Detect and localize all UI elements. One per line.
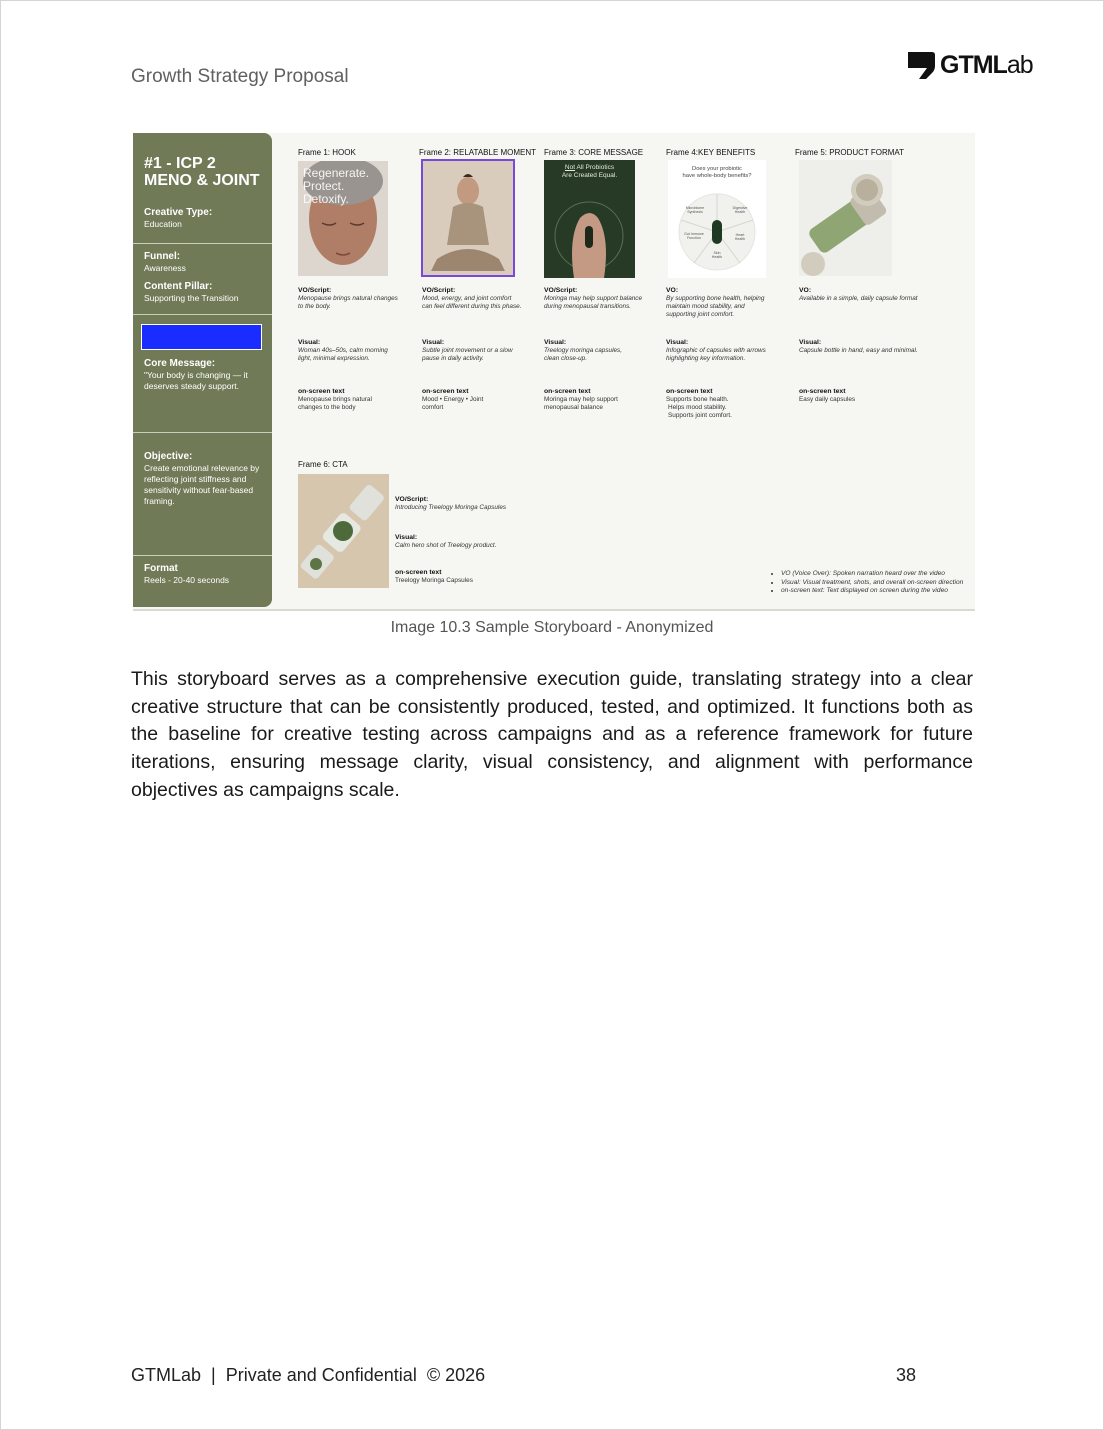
- document-title: Growth Strategy Proposal: [131, 66, 349, 87]
- frame-5-title: Frame 5: PRODUCT FORMAT: [795, 148, 905, 157]
- frame-3-title: Frame 3: CORE MESSAGE: [544, 148, 644, 157]
- frame-4-onscreen-text: on-screen text Supports bone health. Helps mood stability. Supports joint comfort.: [666, 388, 732, 419]
- storyboard-legend: [773, 570, 963, 596]
- frame-1-overlay-text: Detoxify.: [303, 192, 349, 206]
- frame-1-overlay-text: Regenerate.: [303, 166, 370, 180]
- frame-4-overlay-text: Does your probiotic: [692, 166, 742, 172]
- frame-3-vo: VO/Script: Moringa may help support balance during menopausal transitions.: [544, 287, 643, 310]
- frame-3-overlay-text: Are Created Equal.: [561, 172, 618, 179]
- frame-4-vo: VO: By supporting bone health, helping maintain mood stability, and supporting joint comfort.: [666, 287, 765, 318]
- logo-mark-icon: [906, 50, 936, 80]
- frame-2-thumbnail: [421, 159, 515, 277]
- frame-2-visual: Visual: Subtle joint movement or a slow pause in daily activity.: [422, 339, 513, 362]
- frame-1-title: Frame 1: HOOK: [298, 148, 356, 157]
- storyboard-sidebar: [133, 133, 272, 607]
- frame-5-onscreen-text: on-screen text Easy daily capsules: [799, 388, 856, 403]
- frame-2-title: Frame 2: RELATABLE MOMENT: [419, 148, 537, 157]
- logo-wordmark: GTMLab: [940, 50, 1033, 79]
- legend-item: • VO (Voice Over): Spoken narration heard over the video: [781, 570, 963, 579]
- infographic-label: Digestive Health: [732, 206, 748, 214]
- frame-1-onscreen-text: on-screen text Menopause brings natural changes to the body: [298, 388, 372, 411]
- frame-5-visual: Visual: Capsule bottle in hand, easy and minimal.: [799, 339, 918, 354]
- frame-3-thumbnail: [544, 160, 635, 278]
- sidebar-divider: [133, 555, 272, 556]
- core-message-block: Core Message: "Your body is changing — it deserves steady support.: [144, 358, 248, 391]
- frame-4-visual: Visual: Infographic of capsules with arrows highlighting key information.: [666, 339, 766, 362]
- frame-6-onscreen-text: on-screen text Treelogy Moringa Capsules: [395, 569, 473, 584]
- funnel-block: Funnel: Awareness: [144, 251, 186, 273]
- page-number: 38: [896, 1365, 917, 1385]
- frame-4-thumbnail: [668, 160, 766, 278]
- storyboard-heading: #1 - ICP 2 MENO & JOINT: [144, 155, 260, 189]
- gtmlab-logo: [906, 50, 1033, 80]
- frame-1-vo: VO/Script: Menopause brings natural changes to the body.: [298, 287, 398, 310]
- format-block: Format Reels - 20-40 seconds: [144, 563, 230, 585]
- frame-2-onscreen-text: on-screen text Mood • Energy • Joint comfort: [422, 388, 484, 411]
- frame-6-vo: VO/Script: Introducing Treelogy Moringa Capsules: [395, 496, 507, 511]
- frame-6-thumbnail: [298, 474, 389, 588]
- footer-text: GTMLab | Private and Confidential © 2026: [131, 1365, 486, 1385]
- frame-5-thumbnail: [799, 160, 892, 276]
- frame-1-overlay-text: Protect.: [303, 179, 345, 193]
- frame-4-title: Frame 4:KEY BENEFITS: [666, 148, 756, 157]
- sidebar-divider: [133, 314, 272, 315]
- frame-1-thumbnail: [298, 161, 388, 276]
- frame-5-vo: VO: Available in a simple, daily capsule format: [799, 287, 918, 302]
- frame-2-vo: VO/Script: Mood, energy, and joint comfort can feel different during this phase.: [422, 287, 522, 310]
- infographic-label: Gut Immune Function: [684, 232, 704, 240]
- body-paragraph: This storyboard serves as a comprehensive execution guide, translating strategy into a clear creative structure that can be consistently produced, tested, and optimized. It functions both as the baseline for creative testing across campaigns and as a reference framework for future iterations, ensuring message clarity, visual consistency, and alignment with performance objectives as campaigns scale.: [131, 668, 973, 801]
- creative-type-block: Creative Type: Education: [144, 207, 213, 229]
- legend-item: • Visual: Visual treatment, shots, and overall on-screen direction: [781, 579, 963, 588]
- infographic-label: Microbiome Synthesis: [685, 206, 705, 214]
- redaction-box: [141, 324, 262, 350]
- image-caption: Image 10.3 Sample Storyboard - Anonymized: [390, 619, 714, 636]
- objective-block: Objective: Create emotional relevance by reflecting joint stiffness and sensitivity without fear-based framing.: [144, 451, 260, 506]
- frame-3-visual: Visual: Treelogy moringa capsules, clean close-up.: [544, 339, 623, 362]
- infographic-label: Heart Health: [734, 233, 746, 241]
- legend-item: • on-screen text: Text displayed on screen during the video: [781, 587, 963, 596]
- sidebar-divider: [133, 432, 272, 433]
- frame-3-onscreen-text: on-screen text Moringa may help support menopausal balance: [544, 388, 618, 411]
- frame-6-title: Frame 6: CTA: [298, 460, 348, 469]
- storyboard-image: [133, 133, 975, 611]
- sidebar-divider: [133, 243, 272, 244]
- frame-4-overlay-text: have whole-body benefits?: [682, 173, 752, 179]
- content-pillar-block: Content Pillar: Supporting the Transition: [144, 281, 239, 303]
- frame-6-visual: Visual: Calm hero shot of Treelogy product.: [395, 534, 497, 549]
- frame-3-overlay-text: Not All Probiotics: [564, 164, 615, 171]
- frame-1-visual: Visual: Woman 40s–50s, calm morning light, minimal expression.: [298, 339, 388, 362]
- infographic-label: Skin Health: [711, 251, 723, 259]
